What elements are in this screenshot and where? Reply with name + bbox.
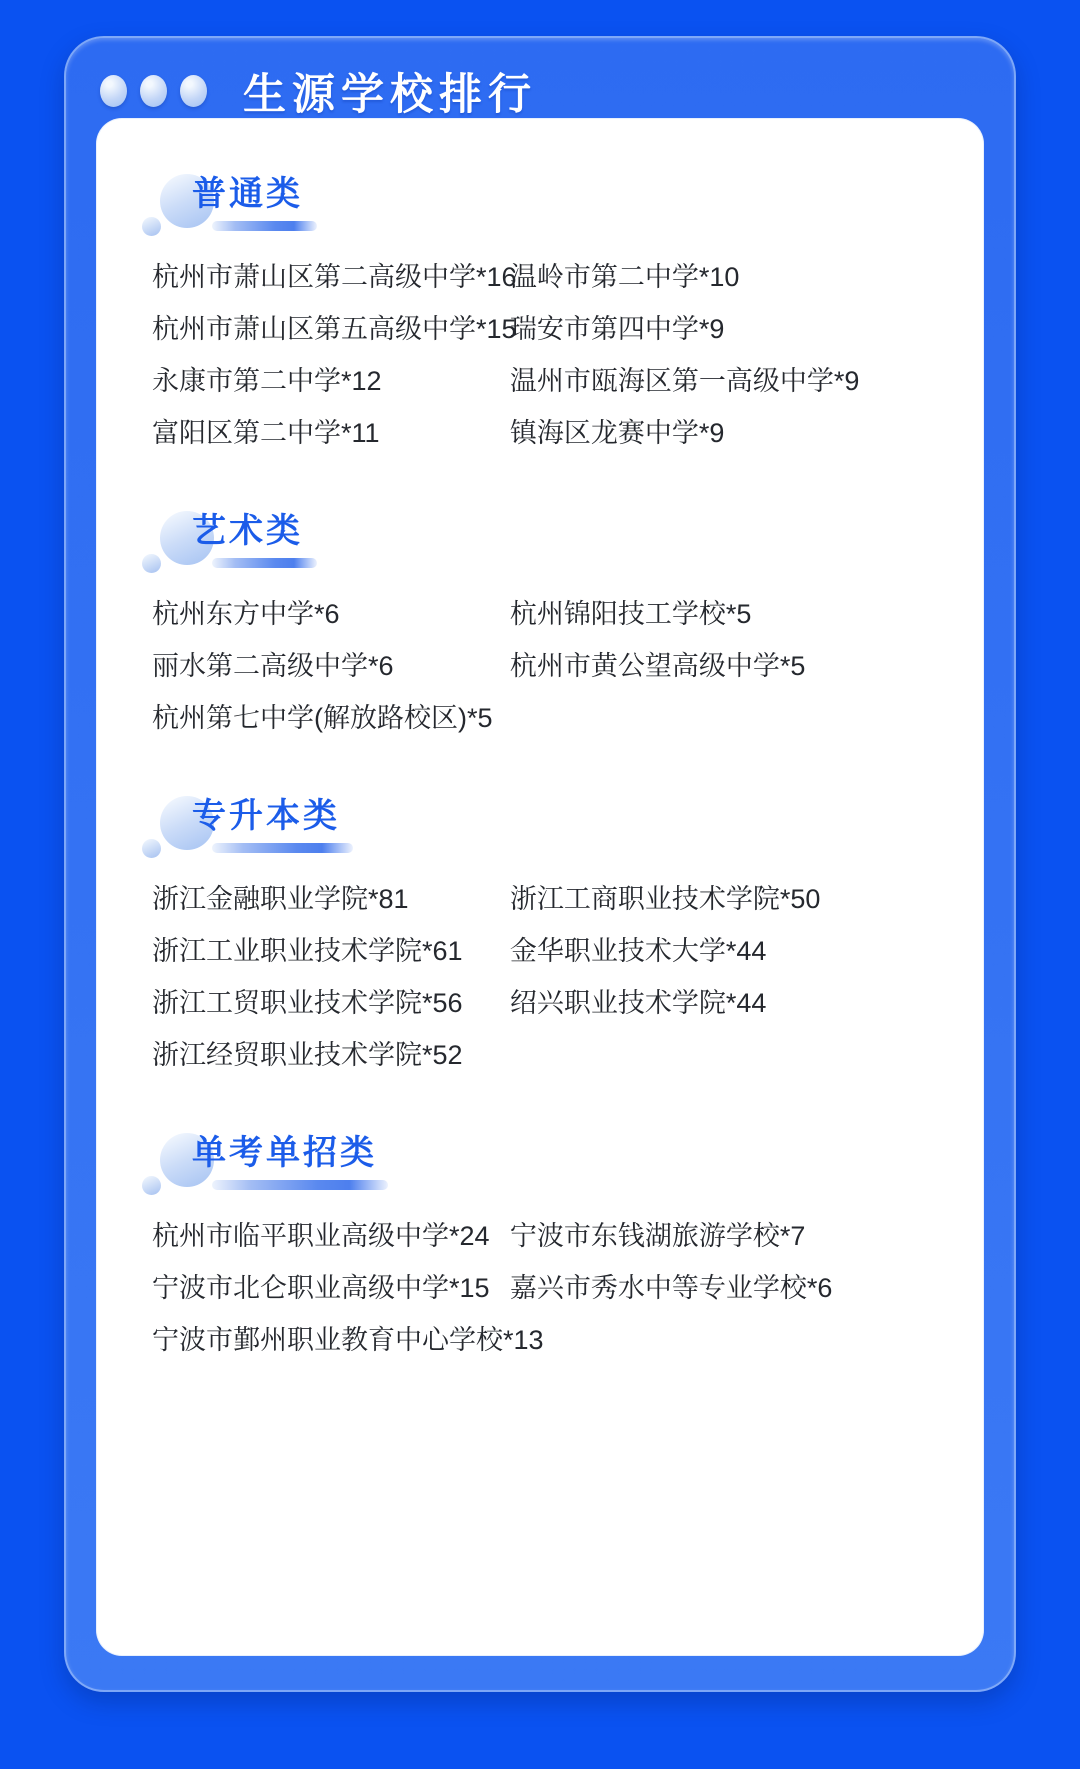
school-list [150,601,930,732]
school-item: 温岭市第二中学*10 [509,262,740,292]
window-dot-icon [180,75,207,107]
section-regular [150,172,930,447]
window-frame [64,36,1016,1692]
school-item: 浙江工贸职业技术学院*56 [152,988,463,1018]
window-dots [100,75,207,107]
section-underline [212,221,317,231]
school-list [150,886,930,1069]
school-item: 绍兴职业技术学院*44 [509,988,767,1018]
window-dot-icon [100,75,127,107]
section-title-wrap [192,172,303,231]
school-item: 杭州市临平职业高级中学*24 [152,1221,490,1251]
school-item: 杭州第七中学(解放路校区)*5 [152,703,493,733]
section-art [150,509,930,732]
section-title: 艺术类 [192,512,303,550]
bubble-small-circle [142,839,161,858]
section-separate-exam [150,1131,930,1354]
bubble-small-circle [142,1176,161,1195]
school-item: 浙江工业职业技术学院*61 [152,936,463,966]
section-title: 普通类 [192,175,303,213]
section-upgrade [150,794,930,1069]
school-item: 杭州市萧山区第五高级中学*15 [152,314,517,344]
school-item: 金华职业技术大学*44 [509,936,767,966]
school-list [150,1223,930,1354]
section-header [150,172,930,238]
section-underline [212,558,317,568]
section-header [150,509,930,575]
window-dot-icon [140,75,167,107]
school-item: 杭州东方中学*6 [152,599,340,629]
school-item: 杭州市萧山区第二高级中学*16 [152,262,517,292]
section-title: 专升本类 [192,797,340,835]
page-title: 生源学校排行 [243,70,537,119]
section-title-wrap [192,794,340,853]
school-item: 浙江经贸职业技术学院*52 [152,1040,463,1070]
school-item: 宁波市北仑职业高级中学*15 [152,1273,490,1303]
school-item [510,705,930,732]
school-list [150,264,930,447]
section-title-wrap [192,509,303,568]
school-item: 嘉兴市秀水中等专业学校*6 [509,1273,833,1303]
section-header [150,1131,930,1197]
school-item: 永康市第二中学*12 [152,366,382,396]
school-item: 浙江工商职业技术学院*50 [509,884,821,914]
school-item: 宁波市东钱湖旅游学校*7 [509,1221,806,1251]
school-item: 杭州市黄公望高级中学*5 [509,651,806,681]
school-item [510,1042,930,1069]
school-item: 温州市瓯海区第一高级中学*9 [509,366,860,396]
section-title-wrap [192,1131,377,1190]
school-item: 镇海区龙赛中学*9 [509,418,725,448]
content-card [96,118,984,1656]
section-title: 单考单招类 [192,1134,377,1172]
school-item: 瑞安市第四中学*9 [509,314,725,344]
school-item [510,1327,930,1354]
school-item: 富阳区第二中学*11 [152,418,380,448]
section-underline [212,843,353,853]
bubble-small-circle [142,554,161,573]
school-item: 浙江金融职业学院*81 [152,884,409,914]
school-item: 宁波市鄞州职业教育中心学校*13 [152,1325,544,1355]
bubble-small-circle [142,217,161,236]
school-item: 丽水第二高级中学*6 [152,651,394,681]
school-item: 杭州锦阳技工学校*5 [509,599,752,629]
section-underline [212,1180,388,1190]
window-header [100,62,980,120]
section-header [150,794,930,860]
